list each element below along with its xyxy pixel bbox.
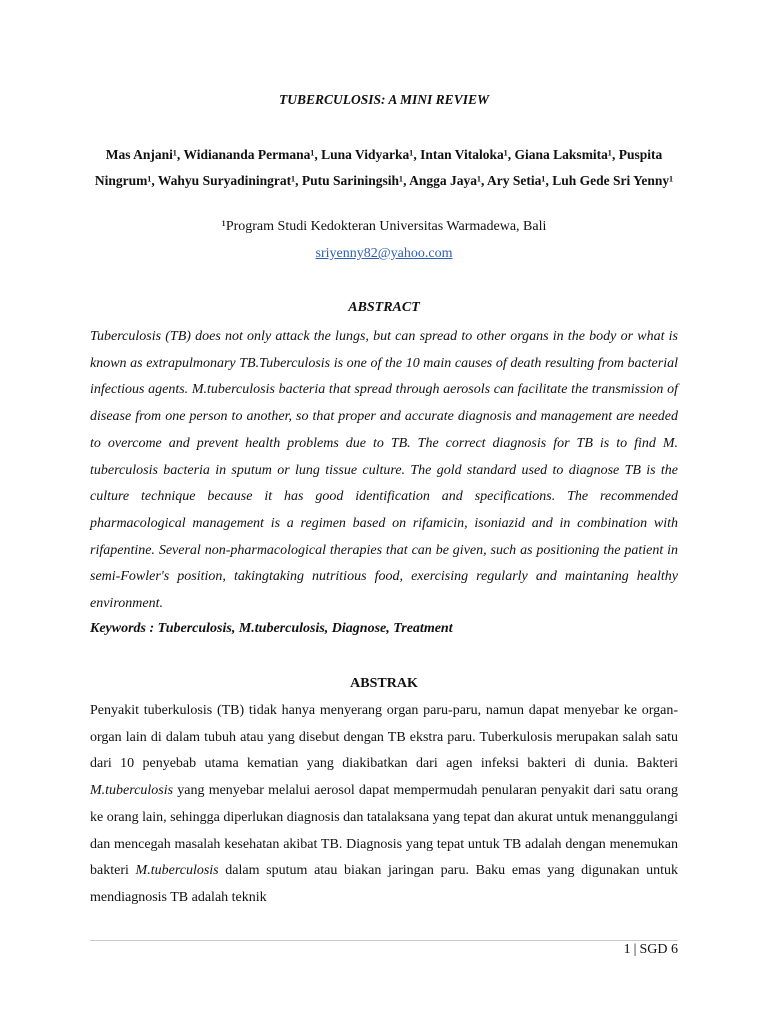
- paper-title: TUBERCULOSIS: A MINI REVIEW: [279, 92, 489, 107]
- abstrak-italic-term-2: M.tuberculosis: [135, 863, 219, 879]
- author-line-2: Ningrum¹, Wahyu Suryadiningrat¹, Putu Sariningsih¹, Angga Jaya¹, Ary Setia¹, Luh Gede Sri Yenny¹: [94, 173, 674, 188]
- abstrak-italic-term-1: M.tuberculosis: [90, 783, 174, 799]
- email-container: [0, 246, 768, 262]
- abstrak-text-part-3: dalam sputum atau biakan jaringan paru. Baku emas yang digunakan untuk mendiagnosis TB adalah teknik: [90, 863, 678, 905]
- footer-separator: |: [633, 942, 637, 957]
- abstrak-heading: ABSTRAK: [350, 676, 418, 691]
- abstract-text: Tuberculosis (TB) does not only attack the lungs, but can spread to other organs in the body or what is known as extrapulmonary TB.Tuberculosis is one of the 10 main causes of death resulting from bacterial infectious agents. M.tuberculosis bacteria that spread through aerosols can facilitate the transmission of disease from one person to another, so that proper and accurate diagnosis and management are needed to overcome and prevent health problems due to TB. The correct diagnosis for TB is to find M. tuberculosis bacteria in sputum or lung tissue culture. The gold standard used to diagnose TB is the culture technique because it has good identification and specifications. The recommended pharmacological management is a regimen based on rifamicin, isoniazid and in combination with rifapentine. Several non-pharmacological therapies that can be given, such as positioning the patient in semi-Fowler's position, takingtaking nutritious food, exercising regularly and maintaning healthy environment.: [90, 329, 678, 612]
- keywords: Keywords : Tuberculosis, M.tuberculosis, Diagnose, Treatment: [90, 621, 453, 636]
- footer-divider: [90, 940, 678, 941]
- author-list: [90, 142, 678, 194]
- abstrak-text-part-1: Penyakit tuberkulosis (TB) tidak hanya menyerang organ paru-paru, namun dapat menyebar ke organ-organ lain di dalam tubuh atau yang disebut dengan TB ekstra paru. Tuberkulosis merupakan salah satu dari 10 penyebab utama kematian yang diakibatkan dari agen infeksi bakteri di dunia. Bakteri: [90, 703, 678, 772]
- abstrak-text-part-2: yang menyebar melalui aerosol dapat mempermudah penularan penyakit dari satu orang ke orang lain, sehingga diperlukan diagnosis dan tatalaksana yang tepat dan akurat untuk menanggulangi dan mencegah masalah kesehatan akibat TB. Diagnosis yang tepat untuk TB adalah dengan menemukan bakteri: [90, 783, 678, 879]
- footer-label: SGD 6: [639, 942, 678, 957]
- page-footer: [624, 942, 678, 958]
- page-number: 1: [623, 942, 631, 957]
- author-line-1: Mas Anjani¹, Widiananda Permana¹, Luna Vidyarka¹, Intan Vitaloka¹, Giana Laksmita¹, Puspita: [105, 147, 663, 162]
- abstrak-text: [90, 698, 678, 912]
- email-link[interactable]: sriyenny82@yahoo.com: [315, 246, 453, 261]
- affiliation: ¹Program Studi Kedokteran Universitas Warmadewa, Bali: [221, 219, 547, 234]
- abstract-heading: ABSTRACT: [348, 300, 420, 315]
